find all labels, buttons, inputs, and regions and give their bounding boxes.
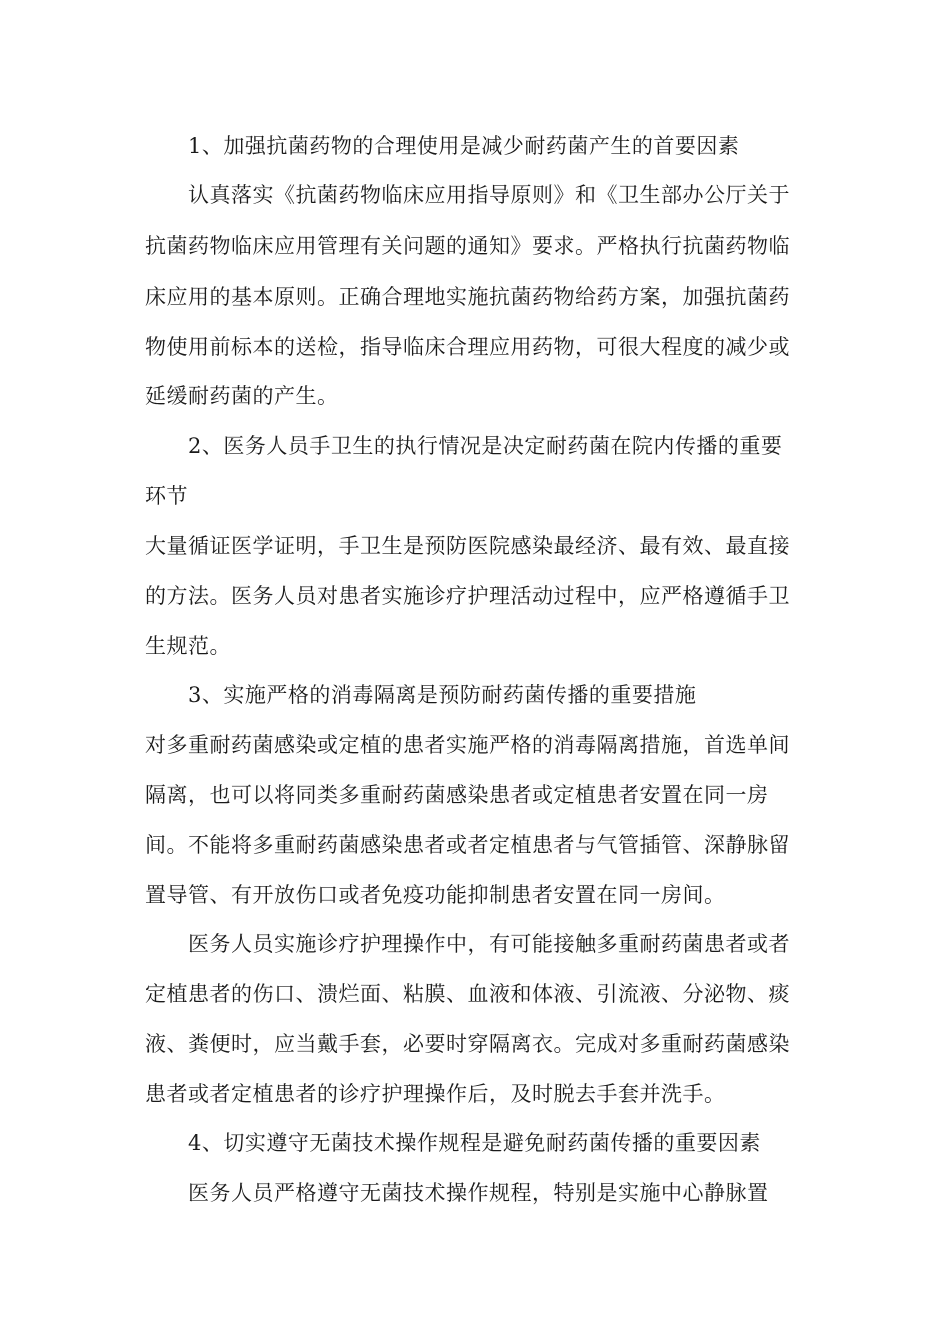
- heading-3: 3、实施严格的消毒隔离是预防耐药菌传播的重要措施: [188, 683, 697, 707]
- text-line: 置导管、有开放伤口或者免疫功能抑制患者安置在同一房间。: [145, 883, 726, 907]
- text-line: 隔离，也可以将同类多重耐药菌感染患者或定植患者安置在同一房: [145, 783, 769, 807]
- heading-4: 4、切实遵守无菌技术操作规程是避免耐药菌传播的重要因素: [188, 1131, 761, 1155]
- text-line: 液、粪便时，应当戴手套，必要时穿隔离衣。完成对多重耐药菌感染: [145, 1032, 790, 1056]
- heading-1: 1、加强抗菌药物的合理使用是减少耐药菌产生的首要因素: [188, 134, 740, 158]
- text-line: 延缓耐药菌的产生。: [145, 384, 339, 408]
- text-line: 患者或者定植患者的诊疗护理操作后，及时脱去手套并洗手。: [145, 1082, 726, 1106]
- text-line: 医务人员实施诊疗护理操作中，有可能接触多重耐药菌患者或者: [188, 932, 790, 956]
- heading-2-continued: 环节: [145, 484, 188, 508]
- text-line: 间。不能将多重耐药菌感染患者或者定植患者与气管插管、深静脉留: [145, 833, 790, 857]
- text-line: 定植患者的伤口、溃烂面、粘膜、血液和体液、引流液、分泌物、痰: [145, 982, 790, 1006]
- text-line: 抗菌药物临床应用管理有关问题的通知》要求。严格执行抗菌药物临: [145, 234, 790, 258]
- text-line: 对多重耐药菌感染或定植的患者实施严格的消毒隔离措施，首选单间: [145, 733, 790, 757]
- text-line: 医务人员严格遵守无菌技术操作规程，特别是实施中心静脉置: [188, 1181, 769, 1205]
- text-line: 物使用前标本的送检，指导临床合理应用药物，可很大程度的减少或: [145, 335, 790, 359]
- text-line: 床应用的基本原则。正确合理地实施抗菌药物给药方案，加强抗菌药: [145, 285, 790, 309]
- text-line: 生规范。: [145, 634, 231, 658]
- text-line: 认真落实《抗菌药物临床应用指导原则》和《卫生部办公厅关于: [188, 183, 790, 207]
- heading-2: 2、医务人员手卫生的执行情况是决定耐药菌在院内传播的重要: [188, 434, 783, 458]
- text-line: 大量循证医学证明，手卫生是预防医院感染最经济、最有效、最直接: [145, 534, 790, 558]
- text-line: 的方法。医务人员对患者实施诊疗护理活动过程中，应严格遵循手卫: [145, 584, 790, 608]
